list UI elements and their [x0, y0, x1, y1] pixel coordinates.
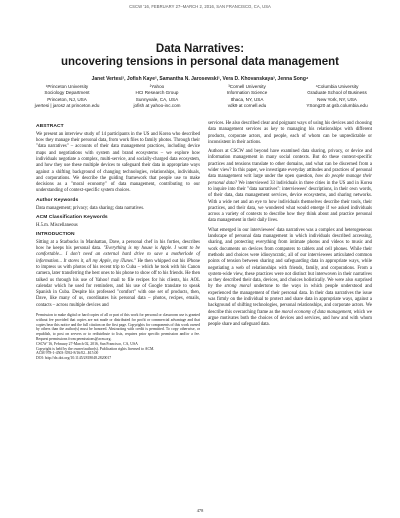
affiliation-city: Sunnyvale, CA, USA — [135, 96, 179, 102]
affiliation-2 — [112, 84, 202, 109]
emphasis-text: moral economy of data management, — [281, 309, 353, 315]
copyright-block — [36, 313, 200, 361]
emphasis-text: strong moral — [224, 284, 251, 290]
author-keywords: Data management; privacy; data sharing; data narratives. — [36, 205, 145, 211]
title-line-2: uncovering tensions in personal data management — [61, 56, 339, 68]
paper-title — [0, 43, 400, 69]
affiliation-city: Princeton, NJ, USA — [47, 96, 87, 102]
paragraph-text-continued: undertone to the ways in which people understood and experienced the management of their personal data. In their data narratives the issue was firmly on the individual to protect and share data in appropriate ways, against a background of shifting technologies, personal relationships, and corporate actors. We describe this overarching frame as the — [208, 284, 372, 315]
affiliation-city: Ithaca, NY, USA — [230, 96, 264, 102]
conference-line: CSCW '16, February 27-March 02, 2016, San Francisco, CA, USA — [36, 341, 138, 346]
acm-classification: H.5.m. Miscellaneous — [36, 222, 78, 228]
body-paragraph-1: services. He also described clear and poignant ways of using his devices and choosing data management services as key to managing his relationships with different products, corporate actors, and people, each of whom can be unpredictable or inconsistent in their actions. — [208, 121, 372, 145]
body-paragraph-3 — [208, 228, 372, 329]
affiliation-dept: Information Science — [226, 90, 268, 96]
affiliation-email: jvertesi | jarosz at princeton.edu — [34, 102, 100, 108]
affiliation-email: YSong20 at gsb.columbia.edu — [306, 102, 368, 108]
affiliation-dept: HCI Research Group — [135, 90, 179, 96]
affiliation-name: ³Cornell University — [228, 84, 266, 89]
acm-classification-heading: ACM Classification Keywords — [36, 214, 108, 220]
running-head: CSCW '16, FEBRUARY 27–MARCH 2, 2016, SAN FRANCISCO, CA, USA — [129, 4, 271, 9]
paragraph-text-end: which we argue motivates both the choices of devices and services, and how and with whom people share and safeguard data. — [208, 309, 372, 328]
affiliation-dept: Graduate School of Business — [307, 90, 367, 96]
abstract-heading: ABSTRACT — [36, 124, 64, 129]
abstract-text: We present an interview study of 14 participants in the US and Korea who described how they manage their personal data, from work files to family photos. Through their "data narratives" – accounts of their data management practices, including device maps and negotiations with system and brand ecosystems – we explore how individuals negotiate a complex, multi-service, and socially-charged data ecosystem, and how they use these multiple devices to safeguard their data in appropriate ways against a shifting background of changing technologies, relationships, individuals, and corporations. We describe the guiding framework that people use to make decisions as a "moral economy" of data management, contributing to our understanding of context-specific system choices. — [36, 131, 200, 194]
title-line-1: Data Narratives: — [155, 43, 245, 55]
intro-quote: "Everything is my house is Apple. I want to be comfortable... I don't need an external hard drive to save a motherlode of information... It stores it, all my Apple, my iTunes." — [36, 246, 200, 264]
affiliation-1 — [22, 84, 112, 109]
page-number: 478 — [196, 508, 204, 513]
research-question: how do people manage their personal data? — [208, 174, 373, 186]
author-list: Janet Vertesi¹, Jofish Kaye², Samantha N. Jarosewski¹, Vera D. Khovanskaya³, Jenna Song⁴ — [91, 76, 309, 82]
intro-text: Sitting at a Starbucks in Manhattan, Dave, a personal chef in his forties, describes how he keeps his personal data. — [36, 239, 200, 252]
copyright-notice: Permission to make digital or hard copies of all or part of this work for personal or classroom use is granted without fee provided that copies are not made or distributed for profit or commercial advantage and that copies bear this notice and the full citation on the first page. Copyrights for components of this work owned by others than the author(s) must be honored. Abstracting with credit is permitted. To copy otherwise, or republish, to post on servers or to redistribute to lists, requires prior specific permission and/or a fee. Request permissions from permissions@acm.org. — [36, 313, 200, 341]
introduction-paragraph — [36, 240, 200, 309]
affiliation-3 — [202, 84, 292, 109]
affiliation-name: ²Yahoo — [149, 84, 165, 89]
affiliation-email: vdk9 at cornell.edu — [227, 102, 267, 108]
paragraph-text: What emerged in our interviewees' data narratives was a complex and heterogeneous landscape of personal data management in which individuals described accessing, sharing, and protecting everything from intimate photos and videos to music and work documents on devices from computers to tablets and cell phones. While their methods and choices were idiosyncratic, all of our interviewees articulated common points of tension between sharing and safeguarding data in appropriate ways, while negotiating a web of relationships with friends, family, and corporations. From a system-wide view, these practices were not distinct but interwoven in their narratives as they described their data, devices, and choices holistically. We were also surprised by the — [208, 227, 372, 290]
intro-text-continued: He then whipped out his iPhone to impress us with photos of his recent trip to Cuba – which he took with his Canon camera, later transferring the best ones to his phone to show off to his friends. He then talked us through his use of Yahoo! mail to file recipes for his clients, his AOL calendar which he used for reminders, and his use of Google translate to speak Spanish in Cuba. Despite his professed "comfort" with one set of products, then, Dave, like many of us, coordinates his personal data – photos, recipes, emails, contacts – across multiple devices and — [36, 258, 201, 308]
affiliation-4 — [292, 84, 382, 109]
doi-link[interactable]: DOI: http://dx.doi.org/10.1145/2818048.2820017 — [36, 356, 112, 361]
affiliation-email: jofish at yahoo-inc.com — [133, 102, 181, 108]
body-paragraph-2 — [208, 149, 372, 225]
paragraph-text: Authors at CSCW and beyond have examined data sharing, privacy, or device and information management in many social contexts. But do these context-specific practices and tensions translate to other domains, and what can be discerned from a wider view? In this paper, we investigate everyday attitudes and practices of personal data management writ large under the open question, — [208, 149, 372, 180]
left-column — [36, 121, 200, 361]
affiliation-name: ⁴Columbia University — [315, 84, 359, 89]
affiliation-name: ¹Princeton University — [45, 84, 89, 89]
affiliation-city: New York, NY, USA — [317, 96, 357, 102]
isbn-line: ACM 978-1-4503-3592-8/16/02...$15.00 — [36, 351, 99, 356]
paragraph-text-continued: We interviewed 33 individuals in three cities in the US and in Korea to inquire into their "data narratives": interviewees' descriptions, in their own words, of their data, data management services, device ecosystems, and sharing networks. With a wide net and an eye to how individuals themselves describe their tools, their practices, and their data, we wondered what would emerge if we asked individuals across a variety of contexts to describe how they think about and practice personal data management in their daily lives. — [208, 180, 372, 224]
rights-line: Copyright is held by the owner/author(s). Publication rights licensed to ACM. — [36, 346, 155, 351]
affiliation-dept: Sociology Department — [44, 90, 90, 96]
right-column — [208, 121, 372, 332]
introduction-heading: INTRODUCTION — [36, 231, 75, 237]
author-keywords-heading: Author Keywords — [36, 197, 79, 203]
